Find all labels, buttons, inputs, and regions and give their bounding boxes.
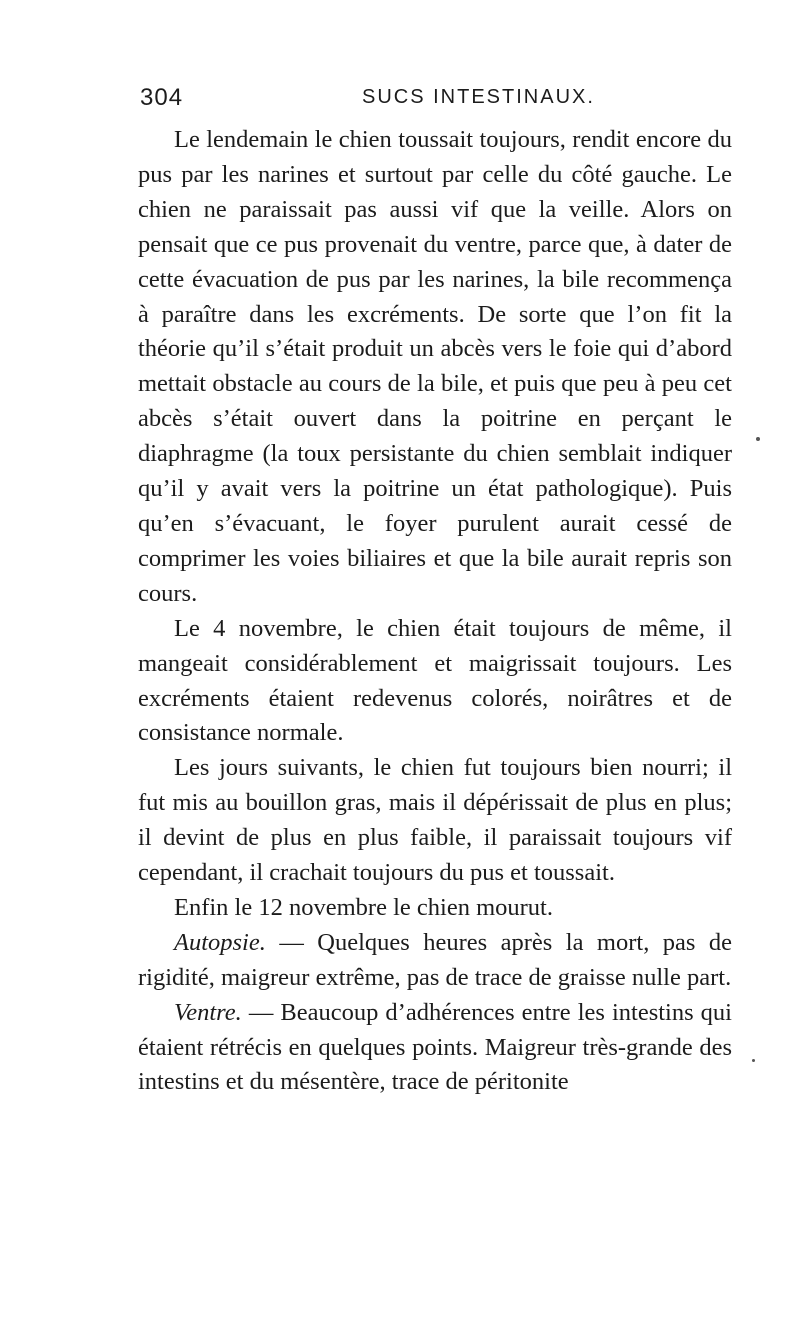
body-text xyxy=(138,123,732,1100)
autopsie-label: Autopsie. xyxy=(174,928,266,956)
ink-speck xyxy=(756,437,760,441)
running-head: SUCS INTESTINAUX. xyxy=(362,86,595,108)
paragraph-12-novembre: Enfin le 12 novembre le chien mourut. xyxy=(174,893,553,921)
ventre-text: — Beaucoup d’adhérences entre les intestins qui étaient rétrécis en quelques points. Maigreur très-grande des intestins et du mésentère, trace de péritonite xyxy=(138,998,732,1096)
paragraph-ventre xyxy=(138,996,732,1101)
autopsie-text: — Quelques heures après la mort, pas de rigidité, maigreur extrême, pas de trace de graisse nulle part. xyxy=(138,928,732,991)
page-header xyxy=(140,84,740,114)
paragraph-jours-suivants: Les jours suivants, le chien fut toujours bien nourri; il fut mis au bouillon gras, mais il dépérissait de plus en plus; il devint de plus en plus faible, il paraissait toujours vif cependant, il crachait toujours du pus et toussait. xyxy=(138,754,732,887)
paragraph-4-novembre: Le 4 novembre, le chien était toujours de même, il mangeait considérablement et maigrissait toujours. Les excréments étaient redevenus colorés, noirâtres et de consistance normale. xyxy=(138,614,732,747)
page-number: 304 xyxy=(140,84,184,111)
ventre-label: Ventre. xyxy=(174,998,242,1026)
paragraph-lendemain: Le lendemain le chien toussait toujours, rendit encore du pus par les narines et surtout par celle du côté gauche. Le chien ne paraissait pas aussi vif que la veille. Alors on pensait que ce pus provenait du ventre, parce que, à dater de cette évacuation de pus par les narines, la bile recommença à paraître dans les excréments. De sorte que l’on fit la théorie qu’il s’était produit un abcès vers le foie qui d’abord mettait obstacle au cours de la bile, et puis que peu à peu cet abcès s’était ouvert dans la poitrine en perçant le diaphragme (la toux persistante du chien semblait indiquer qu’il y avait vers la poitrine un état pathologique). Puis qu’en s’évacuant, le foyer purulent aurait cessé de comprimer les voies biliaires et que la bile aurait repris son cours. xyxy=(138,126,732,607)
ink-speck xyxy=(752,1059,755,1062)
paragraph-autopsie xyxy=(138,926,732,996)
